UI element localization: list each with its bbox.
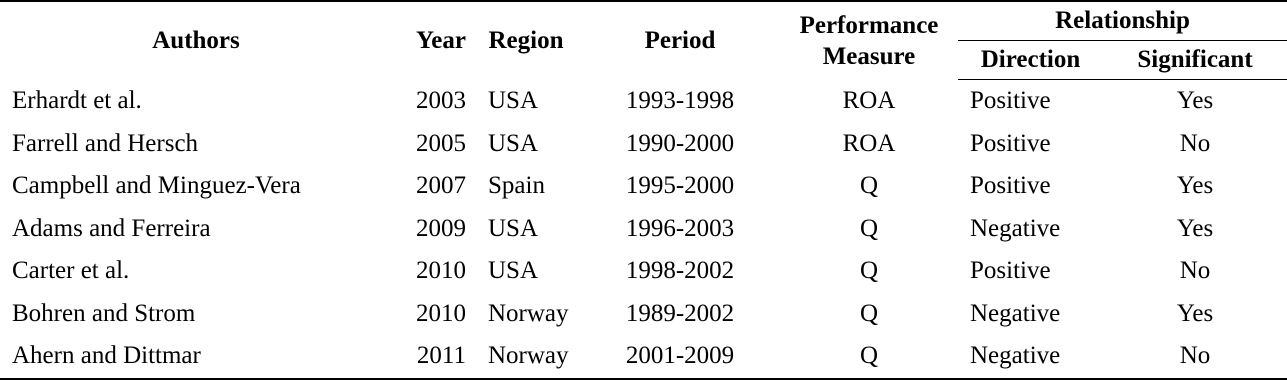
cell-year: 2010 [416, 299, 466, 327]
cell-year: 2009 [416, 214, 466, 242]
cell-direction: Negative [958, 335, 1103, 379]
table-row [0, 80, 1287, 123]
cell-measure: ROA [842, 129, 896, 157]
table-body [0, 80, 1287, 379]
header-region: Region [488, 26, 564, 54]
header-year: Year [416, 26, 466, 54]
cell-measure: Q [859, 299, 879, 327]
cell-measure: Q [859, 257, 879, 285]
cell-direction: Positive [970, 87, 1051, 115]
cell-direction: Negative [970, 299, 1061, 327]
cell-significant: Yes [1176, 299, 1214, 327]
table-row [0, 250, 1287, 293]
cell-authors: Farrell and Hersch [12, 129, 199, 157]
cell-direction: Positive [970, 172, 1051, 200]
cell-period: 1998-2002 [625, 257, 735, 285]
cell-year: 2005 [416, 129, 466, 157]
cell-significant: No [1103, 335, 1287, 379]
cell-authors: Bohren and Strom [12, 299, 196, 327]
header-performance-measure [780, 1, 958, 80]
cell-period: 1995-2000 [625, 172, 735, 200]
header-row-top [0, 1, 1287, 41]
cell-authors: Erhardt et al. [12, 87, 142, 114]
cell-period: 1989-2002 [625, 299, 735, 327]
cell-measure: Q [859, 214, 879, 242]
header-period: Period [644, 26, 716, 54]
cell-year: 2010 [416, 257, 466, 285]
header-measure-line1: Performance [799, 11, 939, 39]
cell-significant: No [1179, 129, 1211, 157]
cell-authors: Carter et al. [12, 257, 130, 285]
cell-direction: Positive [970, 257, 1051, 285]
table-row [0, 123, 1287, 166]
cell-year: 2007 [416, 172, 466, 200]
cell-region: USA [488, 87, 539, 114]
cell-authors: Ahern and Dittmar [0, 335, 392, 379]
cell-region: USA [488, 257, 539, 285]
cell-region: Norway [488, 299, 569, 327]
cell-region: Spain [488, 172, 545, 200]
header-significant: Significant [1103, 41, 1287, 80]
cell-significant: No [1179, 257, 1211, 285]
table-header [0, 1, 1287, 80]
cell-measure: Q [780, 335, 958, 379]
header-relationship: Relationship [958, 1, 1287, 41]
header-direction: Direction [958, 41, 1103, 80]
cell-year: 2011 [392, 335, 472, 379]
cell-year: 2003 [416, 87, 466, 114]
cell-direction: Negative [970, 214, 1061, 242]
cell-period: 1990-2000 [625, 129, 735, 157]
cell-period: 1996-2003 [625, 214, 735, 242]
cell-region: USA [488, 214, 539, 242]
table-row [0, 165, 1287, 208]
header-authors: Authors [152, 26, 240, 54]
header-measure-line2: Measure [822, 42, 916, 70]
cell-region: Norway [472, 335, 580, 379]
cell-direction: Positive [970, 129, 1051, 157]
cell-measure: Q [859, 172, 879, 200]
cell-significant: Yes [1176, 214, 1214, 242]
cell-period: 1993-1998 [625, 87, 735, 114]
cell-authors: Adams and Ferreira [12, 214, 211, 242]
cell-measure: ROA [842, 87, 896, 114]
cell-authors: Campbell and Minguez-Vera [12, 172, 301, 200]
table-row [0, 335, 1287, 379]
cell-significant: Yes [1176, 172, 1214, 200]
cell-significant: Yes [1176, 87, 1214, 115]
cell-period: 2001-2009 [580, 335, 780, 379]
table-row [0, 293, 1287, 336]
table-row [0, 208, 1287, 251]
cell-region: USA [488, 129, 539, 157]
